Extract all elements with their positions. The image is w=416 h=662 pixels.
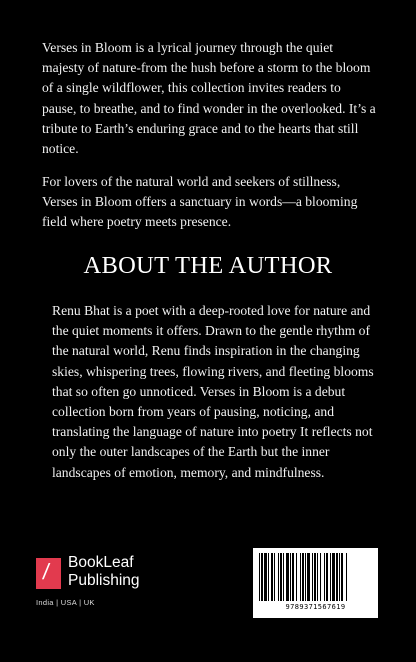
barcode-bar bbox=[296, 553, 297, 601]
barcode-bar bbox=[346, 553, 347, 601]
barcode-bar bbox=[283, 553, 284, 601]
publisher-name bbox=[68, 554, 140, 590]
isbn-barcode bbox=[253, 548, 378, 618]
barcode-bar bbox=[286, 553, 289, 601]
barcode-bar bbox=[261, 553, 263, 601]
barcode-bar bbox=[317, 553, 318, 601]
publisher-name-line-2: Publishing bbox=[68, 572, 140, 589]
barcode-bar bbox=[326, 553, 328, 601]
barcode-bar bbox=[341, 553, 343, 601]
barcode-bar bbox=[280, 553, 282, 601]
blurb-paragraph-2: For lovers of the natural world and seekers of stillness, Verses in Bloom offers a sanctuary in words—a blooming field where poetry meets presence. bbox=[42, 174, 358, 230]
barcode-bar bbox=[290, 553, 291, 601]
barcode-bar bbox=[314, 553, 316, 601]
barcode-bar bbox=[320, 553, 321, 601]
publisher-logo-mark: / bbox=[41, 559, 51, 584]
barcode-bar bbox=[336, 553, 338, 601]
barcode-bar bbox=[312, 553, 313, 601]
blurb-paragraph-1: Verses in Bloom is a lyrical journey through the quiet majesty of nature-from the hush before a storm to the bloom of a single wildflower, this collection invites readers to pause, to breathe, and to find wonder in the overlooked. It’s a tribute to Earth’s enduring grace and to the hearts that still notice. bbox=[42, 40, 376, 157]
barcode-bar bbox=[324, 553, 325, 601]
barcode-bar bbox=[307, 553, 310, 601]
barcode-bar bbox=[278, 553, 279, 601]
barcode-bar bbox=[305, 553, 306, 601]
publisher-block bbox=[36, 556, 196, 616]
barcode-bar bbox=[271, 553, 273, 601]
barcode-bar bbox=[302, 553, 304, 601]
barcode-bar bbox=[264, 553, 267, 601]
barcode-bar bbox=[332, 553, 335, 601]
barcode-bar bbox=[292, 553, 294, 601]
barcode-bar bbox=[274, 553, 275, 601]
publisher-logo-icon bbox=[36, 558, 61, 589]
barcode-bar bbox=[339, 553, 340, 601]
barcode-bar bbox=[330, 553, 331, 601]
isbn-number: 9789371567619 bbox=[285, 603, 346, 611]
publisher-regions: India | USA | UK bbox=[36, 598, 95, 607]
barcode-bar bbox=[300, 553, 301, 601]
author-bio: Renu Bhat is a poet with a deep-rooted love for nature and the quiet moments it offers. Drawn to the gentle rhythm of the natural world, Renu finds inspiration in the changing skies, whispering trees, flowing rivers, and fleeting blooms that so often go unnoticed. Verses in Bloom is a debut collection born from years of pausing, noticing, and translating the language of nature into poetry It reflects not only the outer landscapes of the Earth but the inner landscapes of emotion, memory, and mindfulness. bbox=[52, 303, 374, 480]
barcode-bar bbox=[259, 553, 260, 601]
about-author-heading: ABOUT THE AUTHOR bbox=[83, 252, 333, 279]
barcode-bar bbox=[268, 553, 269, 601]
publisher-name-line-1: BookLeaf bbox=[68, 554, 134, 571]
barcode-bars-icon bbox=[259, 553, 372, 601]
